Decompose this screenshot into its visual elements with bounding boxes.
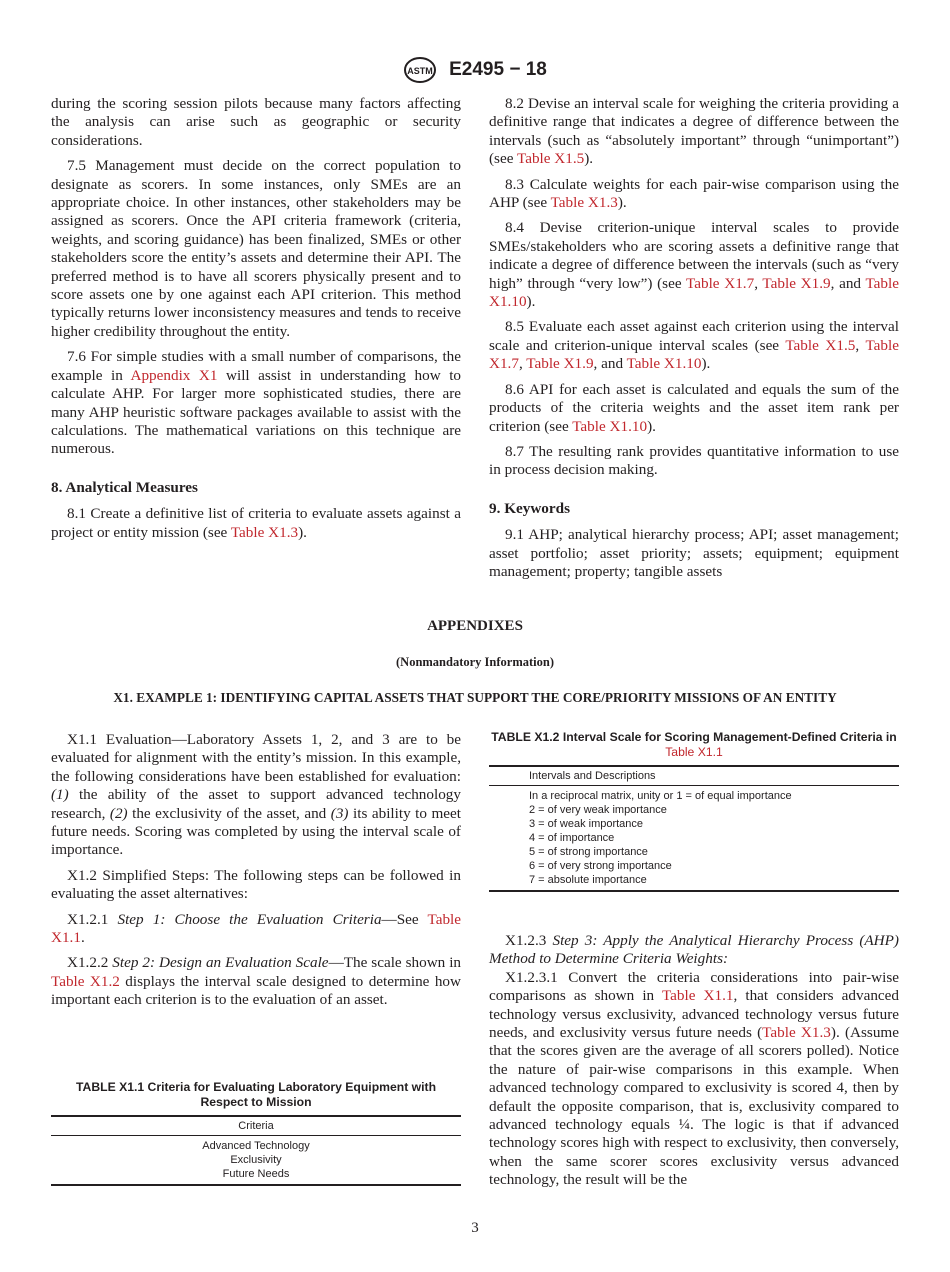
cross-reference-link[interactable]: Table X1.5	[516, 150, 585, 168]
table-row: 4 = of importance	[529, 832, 615, 844]
italic-text: Step 1: Choose the Evaluation Criteria	[117, 910, 382, 928]
cross-reference-link[interactable]: Table X1.9	[762, 274, 831, 292]
paragraph	[51, 157, 461, 341]
cross-reference-link[interactable]: Table X1.2	[51, 972, 120, 990]
cross-reference-link[interactable]: Table X1.10	[489, 274, 899, 311]
table-link[interactable]: Table X1.1	[665, 745, 723, 759]
text: during the scoring session pilots because many factors affecting the analysis can arise such as geographic or security considerations.	[51, 95, 461, 149]
text: 8.6 API for each asset is calculated and equals the sum of the products of the criteria weights and the asset item rank per criterion (see	[489, 380, 899, 435]
text: , and	[593, 355, 627, 373]
text: the ability of the asset to support advanced technology research,	[51, 786, 461, 822]
top-right-column	[489, 95, 899, 588]
cross-reference-link[interactable]: Table X1.3	[550, 194, 618, 212]
paragraph	[51, 505, 461, 542]
text: ,	[518, 355, 527, 373]
text: X1.2.1	[67, 910, 118, 928]
italic-text: (3)	[330, 804, 349, 822]
table-row: Advanced Technology	[202, 1140, 310, 1152]
text: 8.3 Calculate weights for each pair-wise comparison using the AHP (see	[489, 175, 899, 212]
text: the exclusivity of the asset, and	[127, 804, 331, 822]
text: ).	[617, 194, 627, 212]
text: ,	[855, 336, 866, 354]
nonmandatory-subtitle: (Nonmandatory Information)	[396, 655, 554, 669]
cross-reference-link[interactable]: Appendix X1	[130, 366, 218, 384]
text: , that considers advanced technology versus exclusivity, advanced technology versus future needs, and exclusivity versus future needs (	[489, 987, 899, 1042]
paragraph	[51, 348, 461, 458]
cross-reference-link[interactable]: Table X1.10	[626, 355, 702, 373]
text: , and	[830, 274, 866, 292]
text: ).	[647, 417, 656, 435]
bottom-left-column	[51, 731, 461, 1017]
cross-reference-link[interactable]: Table X1.7	[489, 336, 899, 373]
text: 8.7 The resulting rank provides quantitative information to use in process decision making.	[489, 442, 899, 479]
text: —See	[381, 910, 428, 928]
table-body	[51, 1136, 461, 1186]
italic-text: (1)	[51, 786, 69, 804]
table-row: Exclusivity	[230, 1154, 282, 1166]
top-left-column	[51, 95, 461, 549]
table-header: Intervals and Descriptions	[489, 765, 899, 786]
italic-text: Step 3: Apply the Analytical Hierarchy Process (AHP) Method to Determine Criteria Weights:	[489, 932, 899, 968]
italic-text: (2)	[109, 804, 128, 822]
page-header	[0, 56, 950, 84]
text: ).	[526, 293, 536, 311]
text: 7.5 Management must decide on the correct population to designate as scorers. In some instances, only SMEs are an appropriate choice. In other instances, other stakeholders may be assigned as scorers. Once the API criteria framework (criteria, weights, and scoring guidance) has been finalized, SMEs or other stakeholders score the entity’s assets and determine their API. The preferred method is to have all scorers physically present and to score assets one by one against each API criterion. This method typically returns lower inconsistency measures and tends to receive higher credibility throughout the entity.	[51, 157, 461, 340]
text: displays the interval scale designed to determine how important each criterion is to the evaluation of an asset.	[51, 972, 461, 1009]
paragraph	[51, 911, 461, 948]
text: .	[80, 929, 85, 947]
cross-reference-link[interactable]: Table X1.3	[230, 523, 299, 541]
text: X1.2.3	[505, 932, 553, 949]
cross-reference-link[interactable]: Table X1.3	[762, 1024, 831, 1042]
paragraph	[489, 95, 899, 169]
text: its ability to meet future needs. Scoring was completed by using the interval scale of importance.	[51, 804, 461, 859]
cross-reference-link[interactable]: Table X1.1	[661, 987, 734, 1005]
text: ).	[584, 150, 594, 168]
svg-text:ASTM: ASTM	[407, 66, 433, 76]
table-row: Future Needs	[222, 1168, 290, 1180]
appendixes-title: APPENDIXES	[427, 618, 523, 634]
paragraph	[489, 932, 899, 969]
text: 8.5 Evaluate each asset against each criterion using the interval scale and criterion-unique interval scales (see	[489, 318, 899, 354]
table-row: 6 = of very strong importance	[529, 860, 672, 872]
paragraph	[51, 731, 461, 860]
cross-reference-link[interactable]: Table X1.7	[686, 274, 755, 292]
astm-logo-icon	[403, 56, 437, 84]
table-row: 7 = absolute importance	[529, 874, 647, 886]
table-row: 2 = of very weak importance	[529, 804, 667, 816]
caption-text: TABLE X1.2 Interval Scale for Scoring Management-Defined Criteria in	[491, 730, 897, 744]
text: —The scale shown in	[328, 954, 462, 972]
paragraph	[489, 969, 899, 1190]
paragraph	[489, 381, 899, 436]
cross-reference-link[interactable]: Table X1.9	[526, 355, 594, 373]
paragraph	[489, 526, 899, 581]
paragraph	[489, 443, 899, 480]
italic-text: Step 2: Design an Evaluation Scale	[112, 954, 329, 972]
text: X1.1 Evaluation—Laboratory Assets 1, 2, and 3 are to be evaluated for alignment with the entity’s mission. In this example, the following considerations have been established for evaluation:	[51, 731, 461, 785]
bottom-right-column	[489, 932, 899, 1197]
table-caption: TABLE X1.1 Criteria for Evaluating Laboratory Equipment with Respect to Mission	[75, 1080, 437, 1109]
text: 7.6 For simple studies with a small number of comparisons, the example in	[51, 348, 461, 384]
table-row: In a reciprocal matrix, unity or 1 = of equal importance	[529, 790, 792, 802]
cross-reference-link[interactable]: Table X1.10	[572, 417, 648, 435]
paragraph	[51, 867, 461, 904]
paragraph	[51, 954, 461, 1009]
paragraph	[489, 318, 899, 373]
text: ).	[701, 355, 711, 373]
section-heading: 9. Keywords	[489, 499, 570, 517]
text: 8.2 Devise an interval scale for weighing the criteria providing a definitive range that indicates a degree of difference between the intervals (such as “absolutely important” through “unimportant”) (see	[489, 95, 899, 168]
section-heading: 8. Analytical Measures	[51, 478, 198, 496]
table-header: Criteria	[51, 1115, 461, 1136]
text: ). (Assume that the scores given are the average of all scorers polled). Notice the nature of pair-wise comparisons in this example. When advanced technology compared to exclusivity is scored 4, then by default the opposite comparison, that is, exclusivity compared to advanced technology equals ¼. The logic is that if advanced technology scores high with respect to exclusivity, then conversely, when the same scorer scores exclusivity versus advanced technology, the result will be the	[489, 1024, 899, 1189]
paragraph	[489, 219, 899, 311]
text: will assist in understanding how to calculate AHP. For larger more sophisticated studies, there are many AHP heuristic software packages available to assist with the calculations. The mathematical variations on this technique are numerous.	[51, 366, 462, 458]
text: ).	[298, 523, 307, 541]
text: X1.2.3.1 Convert the criteria considerations into pair-wise comparisons as shown in	[489, 968, 899, 1005]
table-body	[489, 786, 899, 892]
text: X1.2 Simplified Steps: The following steps can be followed in evaluating the asset alternatives:	[51, 866, 461, 903]
paragraph	[489, 176, 899, 213]
text: 9.1 AHP; analytical hierarchy process; API; asset management; asset portfolio; asset priority; assets; equipment; equipment management; property; tangible assets	[489, 526, 899, 580]
table-caption	[489, 730, 899, 760]
table-row: 5 = of strong importance	[529, 846, 648, 858]
paragraph	[51, 95, 461, 150]
table-row: 3 = of weak importance	[529, 818, 644, 830]
text: 8.1 Create a definitive list of criteria to evaluate assets against a project or entity mission (see	[51, 505, 461, 541]
text: ,	[754, 274, 763, 292]
table-x1-2	[489, 730, 899, 892]
standard-designation: E2495 − 18	[449, 59, 547, 80]
cross-reference-link[interactable]: Table X1.1	[51, 910, 462, 947]
cross-reference-link[interactable]: Table X1.5	[785, 336, 856, 354]
table-x1-1	[51, 1080, 461, 1186]
text: X1.2.2	[67, 954, 113, 972]
x1-heading: X1. EXAMPLE 1: IDENTIFYING CAPITAL ASSETS THAT SUPPORT THE CORE/PRIORITY MISSIONS OF AN ENTITY	[113, 690, 837, 705]
page-number: 3	[471, 1220, 479, 1236]
text: 8.4 Devise criterion-unique interval scales to provide SMEs/stakeholders who are scoring assets a definitive range that indicate a degree of difference between the intervals (such as “very high” through “very low”) (see	[489, 219, 899, 292]
